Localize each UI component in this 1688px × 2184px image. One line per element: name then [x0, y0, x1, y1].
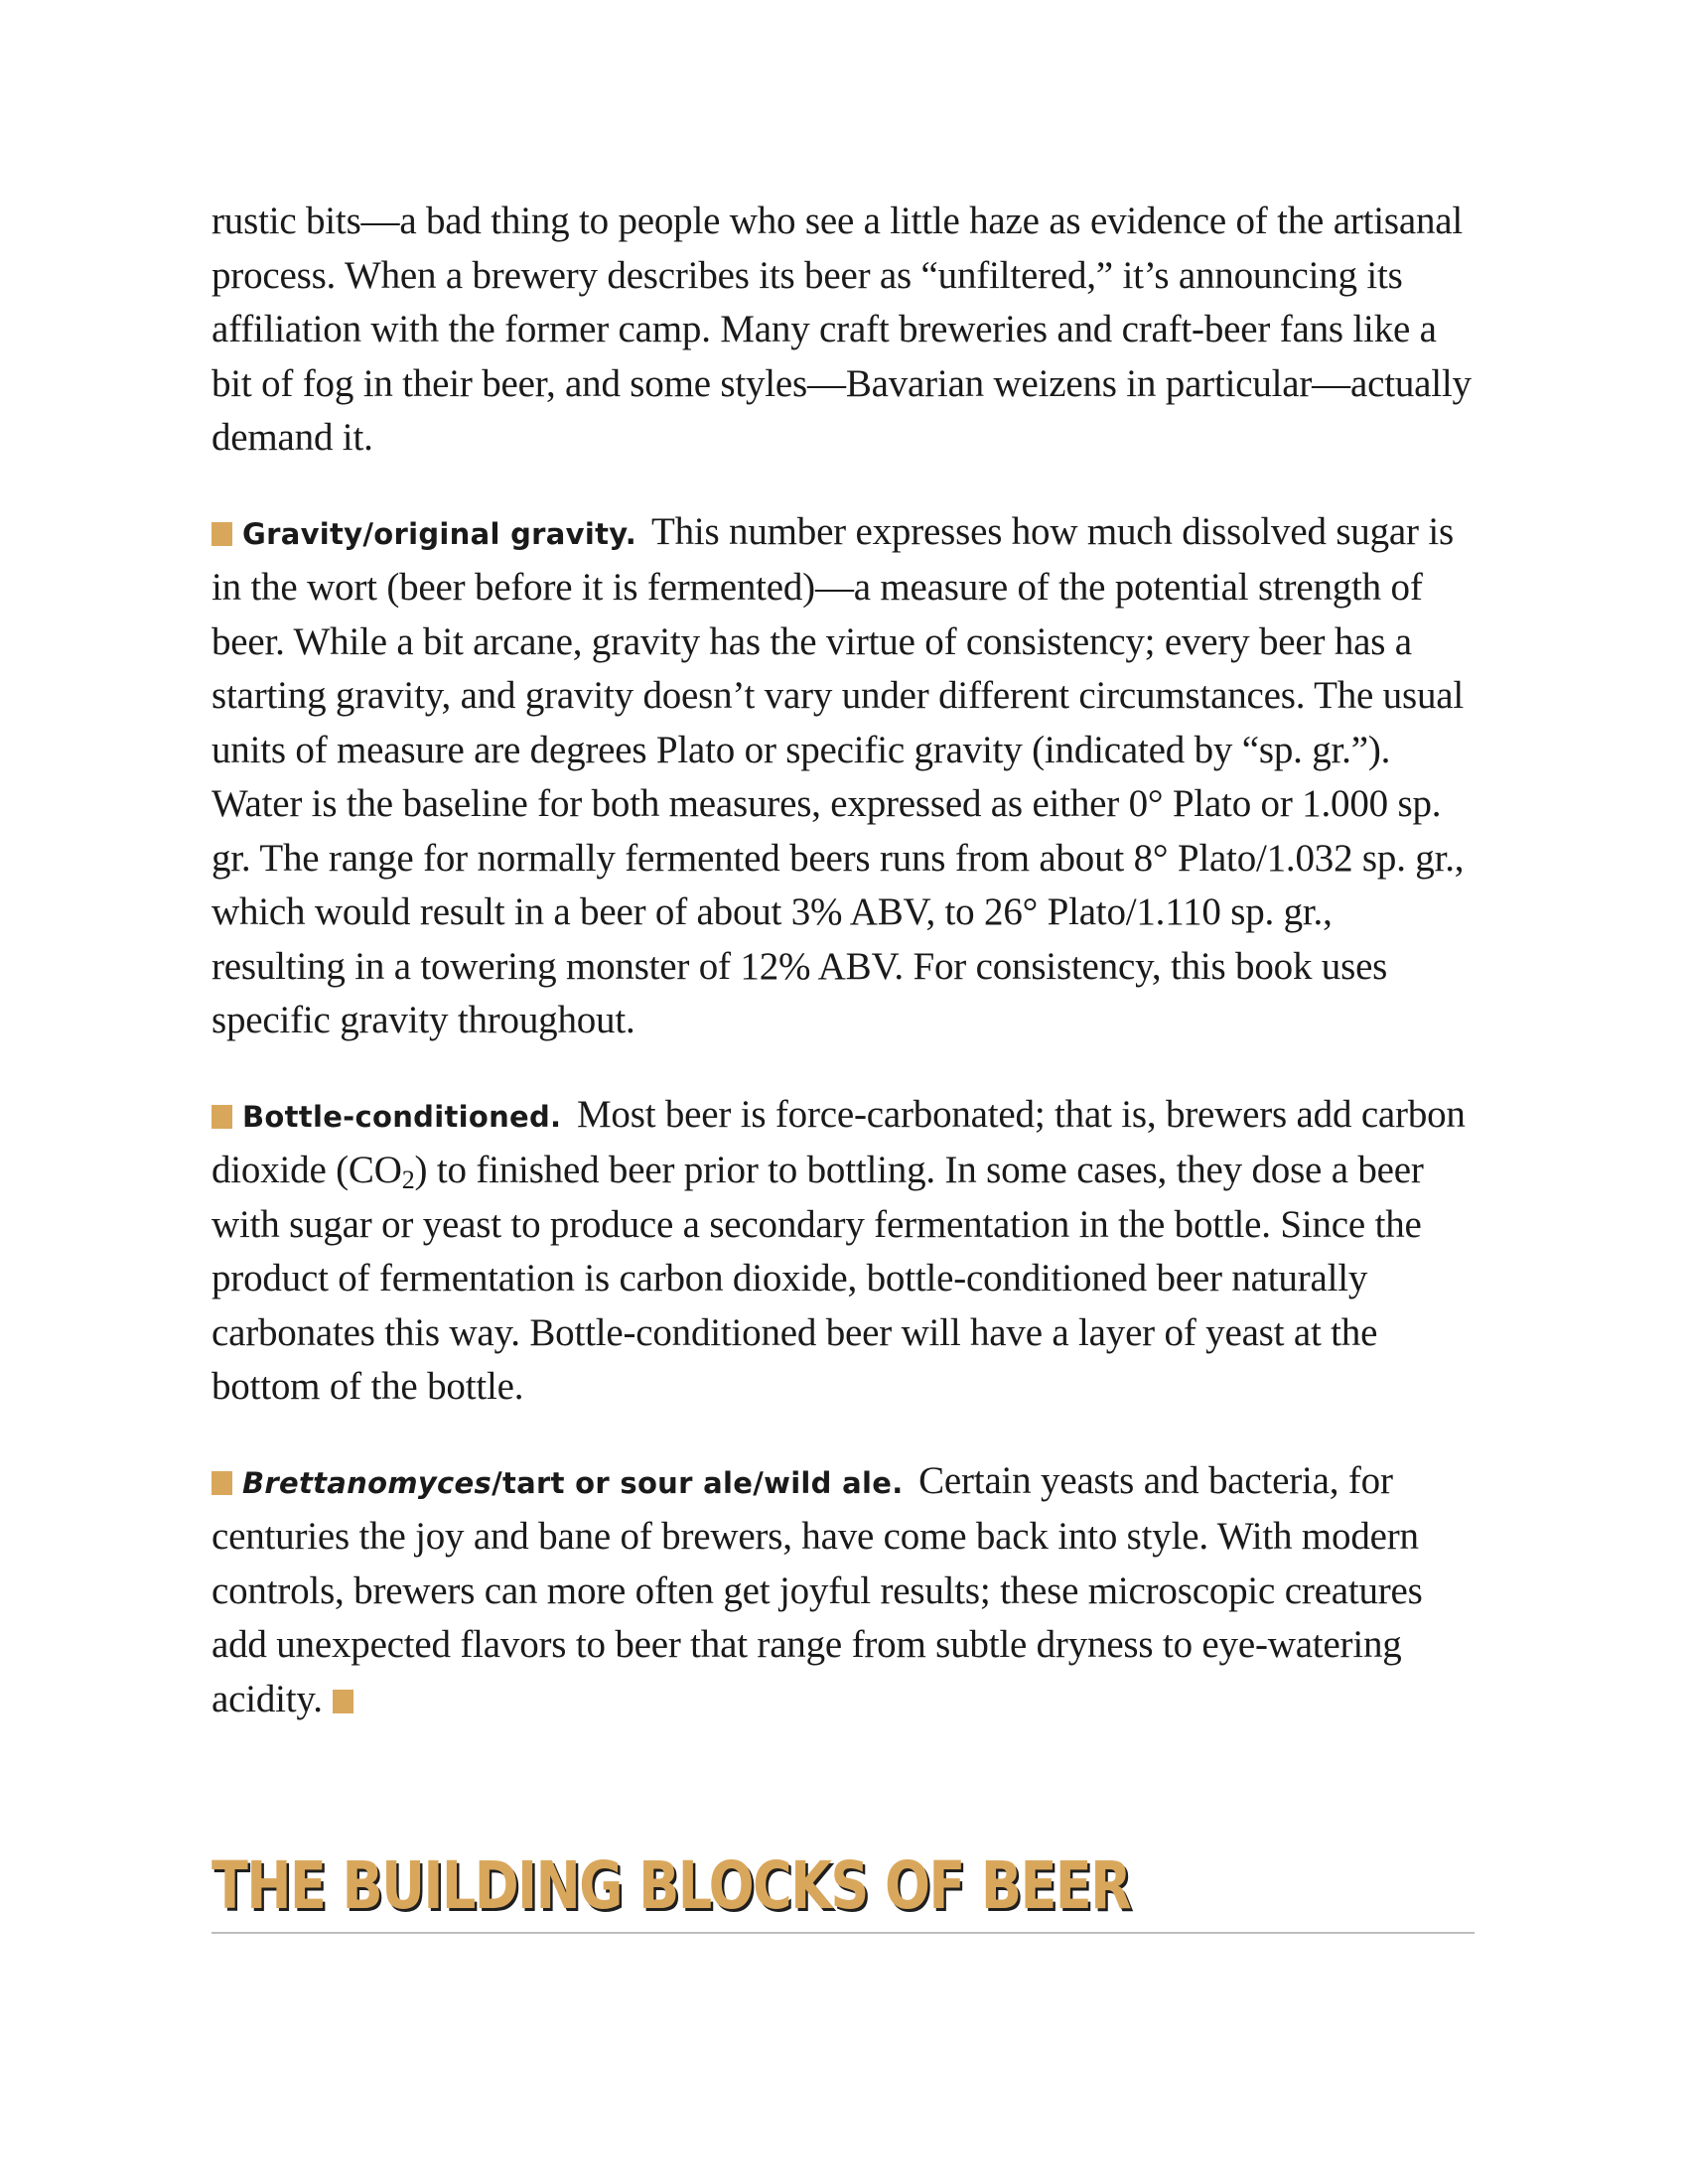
section-heading-block	[211, 1846, 1475, 1934]
glossary-entry-bottle-conditioned	[211, 1088, 1475, 1415]
glossary-entry-gravity	[211, 505, 1475, 1048]
glossary-term-italic: Brettanomyces	[242, 1465, 492, 1500]
glossary-term: Gravity/original gravity.	[242, 516, 637, 551]
intro-paragraph: rustic bits—a bad thing to people who see a little haze as evidence of the artisanal process. When a brewery describes its beer as “unfiltered,” it’s announcing its affiliation with the former camp. Many craft breweries and craft-beer fans like a bit of fog in their beer, and some styles—Bavarian weizens in particular—actually demand it.	[211, 200, 1472, 459]
end-of-section-square-icon	[333, 1690, 353, 1713]
glossary-definition-part: Most beer is force-carbonated; that is, brewers add carbon dioxide (CO	[211, 1092, 1466, 1191]
section-heading: THE BUILDING BLOCKS OF BEER	[211, 1847, 1131, 1924]
glossary-definition: This number expresses how much dissolved sugar is in the wort (beer before it is fermented)—a measure of the potential strength of beer. While a bit arcane, gravity has the virtue of consistency; every beer has a starting gravity, and gravity doesn’t vary under different circumstances. The usual units of measure are degrees Plato or specific gravity (indicated by “sp. gr.”). Water is the baseline for both measures, expressed as either 0° Plato or 1.000 sp. gr. The range for normally fermented beers runs from about 8° Plato/1.032 sp. gr., which would result in a beer of about 3% ABV, to 26° Plato/1.110 sp. gr., resulting in a towering monster of 12% ABV. For consistency, this book uses specific gravity throughout.	[211, 509, 1465, 1041]
glossary-term-rest: /tart or sour ale/wild ale.	[492, 1465, 904, 1500]
heading-divider	[211, 1932, 1475, 1934]
glossary-definition: Certain yeasts and bacteria, for centuries the joy and bane of brewers, have come back into style. With modern controls, brewers can more often get joyful results; these microscopic creatures add unexpected flavors to beer that range from subtle dryness to eye-watering acidity.	[211, 1458, 1423, 1720]
glossary-term	[242, 1466, 904, 1500]
square-bullet-icon	[211, 1471, 232, 1495]
page-body	[211, 195, 1475, 1766]
glossary-term: Bottle-conditioned.	[242, 1099, 562, 1134]
glossary-definition-part: ) to finished beer prior to bottling. In some cases, they dose a beer with sugar or yeast to produce a secondary fermentation in the bottle. Since the product of fermentation is carbon dioxide, bottle-conditioned beer naturally carbonates this way. Bottle-conditioned beer will have a layer of yeast at the bottom of the bottle.	[211, 1149, 1424, 1408]
square-bullet-icon	[211, 1105, 232, 1129]
glossary-entry-brettanomyces	[211, 1454, 1475, 1727]
formula-subscript: 2	[401, 1165, 415, 1194]
square-bullet-icon	[211, 522, 232, 546]
